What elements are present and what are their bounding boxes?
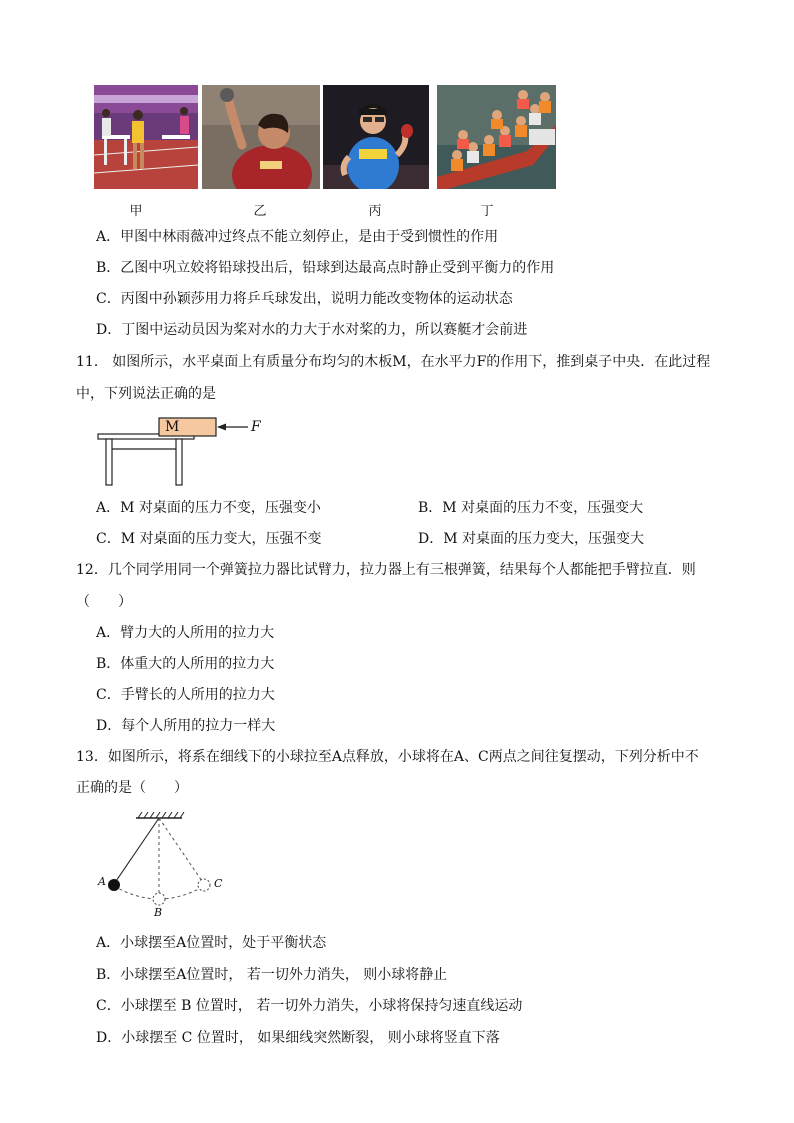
- q12-option-b: B．体重大的人所用的拉力大: [96, 656, 275, 672]
- caption-ding: 丁: [480, 204, 494, 219]
- q13-stem-line1: 13．如图所示，将系在细线下的小球拉至A点释放，小球将在A、C两点之间往复摆动，下列分析中不: [76, 749, 699, 765]
- caption-yi: 乙: [253, 204, 267, 219]
- q10-option-a: A．甲图中林雨薇冲过终点不能立刻停止，是由于受到惯性的作用: [96, 229, 499, 245]
- q13-pendulum-figure: [96, 812, 236, 920]
- q13-option-d: D．小球摆至 C 位置时， 如果细线突然断裂， 则小球将竖直下落: [96, 1030, 500, 1046]
- q10-option-c: C．丙图中孙颖莎用力将乒乓球发出，说明力能改变物体的运动状态: [96, 291, 513, 307]
- force-label-f: F: [251, 419, 261, 435]
- pendulum-label-b: B: [154, 906, 163, 919]
- caption-jia: 甲: [129, 204, 143, 219]
- q10-option-d: D．丁图中运动员因为桨对水的力大于水对桨的力，所以赛艇才会前进: [96, 322, 528, 338]
- q12-stem-line2: （ ）: [76, 594, 132, 610]
- board-label-m: M: [165, 419, 180, 435]
- q12-option-c: C．手臂长的人所用的拉力大: [96, 687, 275, 703]
- q11-option-a: A．M 对桌面的压力不变，压强变小: [96, 500, 321, 516]
- q11-stem-line1: 11． 如图所示，水平桌面上有质量分布均匀的木板M，在水平力F的作用下，推到桌子中央．在此过程: [76, 354, 711, 370]
- q11-option-b: B．M 对桌面的压力不变，压强变大: [418, 500, 644, 516]
- q11-stem-line2: 中，下列说法正确的是: [76, 386, 216, 402]
- q13-stem-line2: 正确的是（ ）: [76, 780, 188, 796]
- q11-option-d: D．M 对桌面的压力变大，压强变大: [418, 531, 645, 547]
- pendulum-label-c: C: [214, 877, 223, 890]
- caption-bing: 丙: [368, 204, 382, 219]
- q10-option-b: B．乙图中巩立姣将铅球投出后，铅球到达最高点时静止受到平衡力的作用: [96, 260, 555, 276]
- q12-option-a: A．臂力大的人所用的拉力大: [96, 625, 275, 641]
- q12-stem-line1: 12．几个同学用同一个弹簧拉力器比试臂力，拉力器上有三根弹簧，结果每个人都能把手臂拉直．则: [76, 562, 696, 578]
- photo-dragon-boat: [437, 85, 556, 189]
- q12-option-d: D．每个人所用的拉力一样大: [96, 718, 276, 734]
- q11-table-figure: [96, 414, 276, 488]
- photo-table-tennis: [323, 85, 429, 189]
- photo-shot-put: [202, 85, 320, 189]
- q13-option-b: B．小球摆至A位置时， 若一切外力消失， 则小球将静止: [96, 967, 448, 983]
- q13-option-c: C．小球摆至 B 位置时， 若一切外力消失，小球将保持匀速直线运动: [96, 998, 523, 1014]
- q13-option-a: A．小球摆至A位置时，处于平衡状态: [96, 935, 327, 951]
- photo-hurdles: [94, 85, 198, 189]
- pendulum-label-a: A: [98, 875, 106, 888]
- q11-option-c: C．M 对桌面的压力变大，压强不变: [96, 531, 322, 547]
